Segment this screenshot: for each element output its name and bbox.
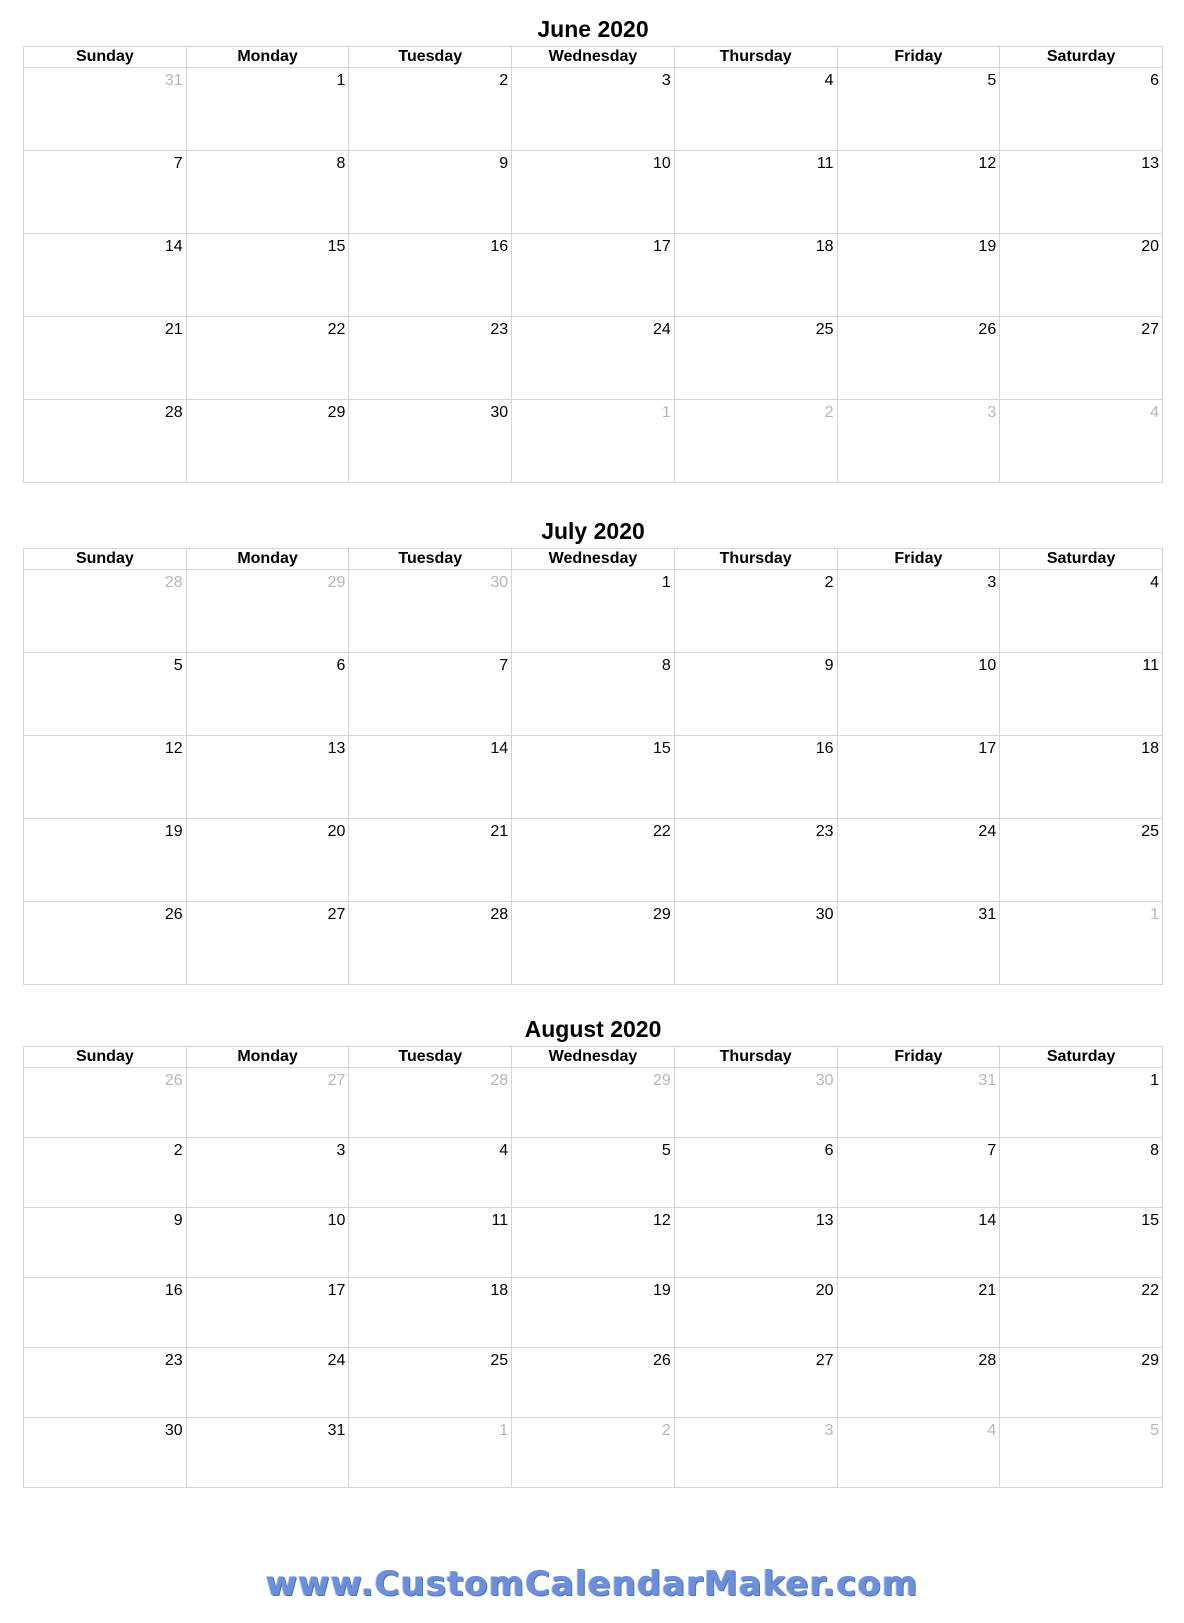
week-row <box>24 1278 1163 1348</box>
day-cell: 25 <box>1000 819 1163 902</box>
day-cell-other-month: 4 <box>1000 400 1163 483</box>
day-cell: 31 <box>186 1418 349 1488</box>
day-cell: 10 <box>186 1208 349 1278</box>
day-cell: 11 <box>349 1208 512 1278</box>
weekday-header-wednesday: Wednesday <box>512 47 675 68</box>
month-july <box>23 514 1163 985</box>
day-cell-other-month: 29 <box>512 1068 675 1138</box>
day-cell: 26 <box>837 317 1000 400</box>
weekday-header-monday: Monday <box>186 47 349 68</box>
day-cell: 27 <box>674 1348 837 1418</box>
day-cell-other-month: 28 <box>349 1068 512 1138</box>
day-cell: 19 <box>837 234 1000 317</box>
day-cell: 30 <box>24 1418 187 1488</box>
day-cell: 17 <box>837 736 1000 819</box>
day-cell: 28 <box>349 902 512 985</box>
day-cell-other-month: 3 <box>837 400 1000 483</box>
day-cell-other-month: 28 <box>24 570 187 653</box>
day-cell: 13 <box>186 736 349 819</box>
day-cell-other-month: 3 <box>674 1418 837 1488</box>
weekday-header-friday: Friday <box>837 549 1000 570</box>
day-cell: 8 <box>512 653 675 736</box>
day-cell: 11 <box>674 151 837 234</box>
weekday-header-thursday: Thursday <box>674 47 837 68</box>
weekday-header-monday: Monday <box>186 549 349 570</box>
day-cell: 3 <box>186 1138 349 1208</box>
day-cell: 21 <box>24 317 187 400</box>
day-cell-other-month: 31 <box>24 68 187 151</box>
day-cell: 27 <box>1000 317 1163 400</box>
day-cell: 4 <box>674 68 837 151</box>
day-cell: 21 <box>837 1278 1000 1348</box>
day-cell-other-month: 31 <box>837 1068 1000 1138</box>
day-cell: 16 <box>349 234 512 317</box>
day-cell: 30 <box>674 902 837 985</box>
day-cell: 23 <box>24 1348 187 1418</box>
week-row <box>24 317 1163 400</box>
day-cell: 4 <box>1000 570 1163 653</box>
weekday-header-friday: Friday <box>837 1047 1000 1068</box>
day-cell: 13 <box>1000 151 1163 234</box>
day-cell-other-month: 1 <box>349 1418 512 1488</box>
day-cell: 13 <box>674 1208 837 1278</box>
day-cell-other-month: 2 <box>512 1418 675 1488</box>
day-cell: 2 <box>24 1138 187 1208</box>
day-cell: 7 <box>349 653 512 736</box>
weekday-header-thursday: Thursday <box>674 549 837 570</box>
day-cell: 15 <box>512 736 675 819</box>
day-cell: 6 <box>1000 68 1163 151</box>
weekday-header-saturday: Saturday <box>1000 549 1163 570</box>
calendar-grid <box>23 1046 1163 1488</box>
calendar-grid <box>23 46 1163 483</box>
weekday-header-sunday: Sunday <box>24 549 187 570</box>
day-cell-other-month: 1 <box>1000 902 1163 985</box>
day-cell: 8 <box>1000 1138 1163 1208</box>
month-title: July 2020 <box>541 518 645 544</box>
day-cell: 10 <box>837 653 1000 736</box>
week-row <box>24 234 1163 317</box>
day-cell: 1 <box>1000 1068 1163 1138</box>
day-cell: 26 <box>512 1348 675 1418</box>
day-cell: 7 <box>24 151 187 234</box>
day-cell: 8 <box>186 151 349 234</box>
day-cell: 3 <box>512 68 675 151</box>
day-cell: 20 <box>186 819 349 902</box>
day-cell: 29 <box>1000 1348 1163 1418</box>
day-cell: 3 <box>837 570 1000 653</box>
day-cell: 19 <box>512 1278 675 1348</box>
day-cell: 20 <box>674 1278 837 1348</box>
day-cell: 17 <box>186 1278 349 1348</box>
day-cell: 6 <box>674 1138 837 1208</box>
day-cell: 24 <box>837 819 1000 902</box>
day-cell: 12 <box>24 736 187 819</box>
day-cell: 21 <box>349 819 512 902</box>
day-cell: 2 <box>349 68 512 151</box>
weekday-header-sunday: Sunday <box>24 1047 187 1068</box>
week-row <box>24 570 1163 653</box>
day-cell: 18 <box>1000 736 1163 819</box>
day-cell: 15 <box>186 234 349 317</box>
day-cell-other-month: 2 <box>674 400 837 483</box>
day-cell: 1 <box>512 570 675 653</box>
day-cell: 25 <box>674 317 837 400</box>
weekday-header-friday: Friday <box>837 47 1000 68</box>
weekday-header-tuesday: Tuesday <box>349 549 512 570</box>
day-cell: 25 <box>349 1348 512 1418</box>
day-cell: 19 <box>24 819 187 902</box>
weekday-header-wednesday: Wednesday <box>512 549 675 570</box>
week-row <box>24 902 1163 985</box>
day-cell: 5 <box>837 68 1000 151</box>
day-cell: 5 <box>512 1138 675 1208</box>
day-cell: 31 <box>837 902 1000 985</box>
day-cell: 12 <box>512 1208 675 1278</box>
day-cell: 12 <box>837 151 1000 234</box>
day-cell: 9 <box>349 151 512 234</box>
day-cell: 14 <box>24 234 187 317</box>
day-cell: 26 <box>24 902 187 985</box>
weekday-header-sunday: Sunday <box>24 47 187 68</box>
day-cell: 24 <box>512 317 675 400</box>
day-cell: 29 <box>186 400 349 483</box>
footer <box>0 1564 1184 1604</box>
month-august <box>23 1012 1163 1488</box>
calendar-grid <box>23 548 1163 985</box>
day-cell: 24 <box>186 1348 349 1418</box>
day-cell: 28 <box>837 1348 1000 1418</box>
day-cell: 5 <box>24 653 187 736</box>
day-cell: 16 <box>24 1278 187 1348</box>
day-cell: 20 <box>1000 234 1163 317</box>
day-cell: 23 <box>674 819 837 902</box>
day-cell: 22 <box>1000 1278 1163 1348</box>
month-june <box>23 12 1163 483</box>
day-cell: 1 <box>186 68 349 151</box>
week-row <box>24 68 1163 151</box>
week-row <box>24 736 1163 819</box>
day-cell: 27 <box>186 902 349 985</box>
day-cell: 4 <box>349 1138 512 1208</box>
week-row <box>24 1068 1163 1138</box>
day-cell: 15 <box>1000 1208 1163 1278</box>
day-cell-other-month: 29 <box>186 570 349 653</box>
day-cell: 6 <box>186 653 349 736</box>
day-cell-other-month: 27 <box>186 1068 349 1138</box>
weekday-header-saturday: Saturday <box>1000 47 1163 68</box>
day-cell: 16 <box>674 736 837 819</box>
week-row <box>24 819 1163 902</box>
week-row <box>24 151 1163 234</box>
day-cell-other-month: 30 <box>674 1068 837 1138</box>
weekday-header-tuesday: Tuesday <box>349 1047 512 1068</box>
day-cell: 30 <box>349 400 512 483</box>
week-row <box>24 1208 1163 1278</box>
week-row <box>24 1138 1163 1208</box>
week-row <box>24 400 1163 483</box>
day-cell: 18 <box>349 1278 512 1348</box>
weekday-header-tuesday: Tuesday <box>349 47 512 68</box>
day-cell: 14 <box>837 1208 1000 1278</box>
day-cell: 18 <box>674 234 837 317</box>
website-link[interactable]: www.CustomCalendarMaker.com <box>265 1564 919 1604</box>
day-cell: 11 <box>1000 653 1163 736</box>
week-row <box>24 1348 1163 1418</box>
day-cell: 9 <box>674 653 837 736</box>
week-row <box>24 653 1163 736</box>
day-cell: 9 <box>24 1208 187 1278</box>
day-cell-other-month: 26 <box>24 1068 187 1138</box>
weekday-header-monday: Monday <box>186 1047 349 1068</box>
weekday-header-wednesday: Wednesday <box>512 1047 675 1068</box>
day-cell: 22 <box>186 317 349 400</box>
day-cell-other-month: 1 <box>512 400 675 483</box>
day-cell: 22 <box>512 819 675 902</box>
day-cell-other-month: 5 <box>1000 1418 1163 1488</box>
day-cell: 14 <box>349 736 512 819</box>
day-cell: 2 <box>674 570 837 653</box>
weekday-header-thursday: Thursday <box>674 1047 837 1068</box>
day-cell-other-month: 4 <box>837 1418 1000 1488</box>
day-cell: 29 <box>512 902 675 985</box>
day-cell: 28 <box>24 400 187 483</box>
day-cell: 17 <box>512 234 675 317</box>
day-cell: 23 <box>349 317 512 400</box>
week-row <box>24 1418 1163 1488</box>
day-cell: 10 <box>512 151 675 234</box>
day-cell-other-month: 30 <box>349 570 512 653</box>
month-title: June 2020 <box>537 16 649 42</box>
day-cell: 7 <box>837 1138 1000 1208</box>
weekday-header-saturday: Saturday <box>1000 1047 1163 1068</box>
month-title: August 2020 <box>524 1016 662 1042</box>
